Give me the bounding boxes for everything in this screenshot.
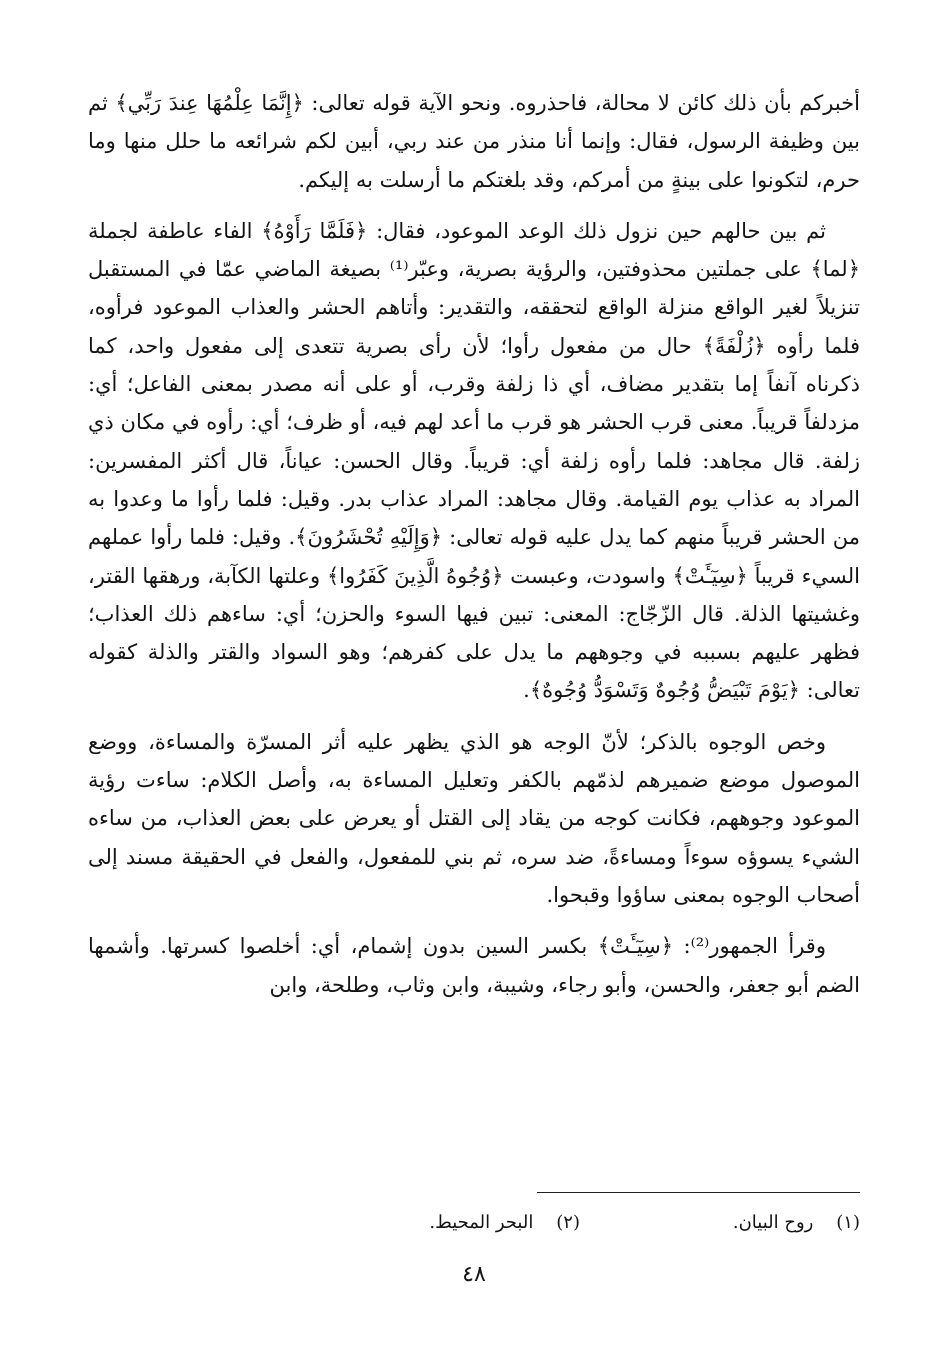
paragraph-2 (88, 212, 860, 710)
paragraph-text: وقرأ الجمهور⁽²⁾: ﴿سِيٓـَٔتْ﴾ بكسر السين بدون إشمام، أي: أخلصوا كسرتها. وأشمها الضم أبو جعفر، والحسن، وأبو رجاء، وشيبة، وابن وثاب، وطلحة، وابن (88, 934, 860, 997)
footnote-divider (537, 1192, 860, 1193)
footnote-2 (429, 1208, 580, 1238)
paragraph-text: أخبركم بأن ذلك كائن لا محالة، فاحذروه. ونحو الآية قوله تعالى: ﴿إِنَّمَا عِلْمُهَا عِندَ رَبِّي﴾ ثم بين وظيفة الرسول، فقال: وإنما أنا منذر من عند ربي، أبين لكم شرائعه ما حلل منها وما حرم، لتكونوا على بينةٍ من أمركم، وقد بلغتكم ما أرسلت به إليكم. (88, 91, 860, 192)
paragraph-4 (88, 927, 860, 1004)
page-number: ٤٨ (462, 1262, 486, 1287)
paragraph-text: ثم بين حالهم حين نزول ذلك الوعد الموعود، فقال: ﴿فَلَمَّا رَأَوْهُ﴾ الفاء عاطفة لجملة ﴿لما﴾ على جملتين محذوفتين، والرؤية بصرية، وعبّر⁽¹⁾ بصيغة الماضي عمّا في المستقبل تنزيلاً لغير الواقع منزلة الواقع لتحققه، والتقدير: وأتاهم الحشر والعذاب الموعود فرأوه، فلما رأوه ﴿زُلْفَةً﴾ حال من مفعول رأوا؛ لأن رأى بصرية تتعدى إلى مفعول واحد، كما ذكرناه آنفاً إما بتقدير مضاف، أي ذا زلفة وقرب، أو على أنه مصدر بمعنى الفاعل؛ أي: مزدلفاً قريباً. معنى قرب الحشر هو قرب ما أعد لهم فيه، أو ظرف؛ أي: رأوه في مكان ذي زلفة. قال مجاهد: فلما رأوه زلفة أي: قريباً. وقال الحسن: عياناً، قال أكثر المفسرين: المراد به عذاب يوم القيامة. وقال مجاهد: المراد عذاب بدر. وقيل: فلما رأوا ما وعدوا به من الحشر قريباً منهم كما يدل عليه قوله تعالى: ﴿وَإِلَيْهِ تُحْشَرُونَ﴾. وقيل: فلما رأوا عملهم السيء قريباً ﴿سِيٓـَٔتْ﴾ واسودت، وعبست ﴿وُجُوهُ الَّذِينَ كَفَرُوا﴾ وعلتها الكآبة، ورهقها القتر، وغشيتها الذلة. قال الزّجّاج: المعنى: تبين فيها السوء والحزن؛ أي: ساءهم ذلك العذاب؛ فظهر عليهم بسببه في وجوههم ما يدل على كفرهم؛ وهو السواد والقتر والذلة كقوله تعالى: ﴿يَوْمَ تَبْيَضُّ وُجُوهٌ وَتَسْوَدُّ وُجُوهٌ﴾. (88, 218, 861, 703)
footnote-label: (١) (836, 1212, 860, 1233)
footnote-text: روح البيان. (732, 1212, 814, 1233)
paragraph-text: وخص الوجوه بالذكر؛ لأنّ الوجه هو الذي يظهر عليه أثر المسرّة والمساءة، ووضع الموصول موضع ضميرهم لذمّهم بالكفر وتعليل المساءة به، وأصل الكلام: ساءت رؤية الموعود وجوههم، فكانت كوجه من يقاد إلى القتل أو يعرض على بعض العذاب، من ساءه الشيء يسوؤه سوءاً ومساءةً، ضد سره، ثم بني للمفعول، والفعل في الحقيقة مسند إلى أصحاب الوجوه بمعنى ساؤوا وقبحوا. (88, 729, 860, 907)
footnote-1 (733, 1208, 860, 1238)
main-text (88, 84, 860, 1017)
paragraph-1 (88, 84, 860, 199)
paragraph-3 (88, 723, 860, 914)
footnote-text: البحر المحيط. (429, 1212, 534, 1233)
footnote-label: (٢) (556, 1212, 580, 1233)
